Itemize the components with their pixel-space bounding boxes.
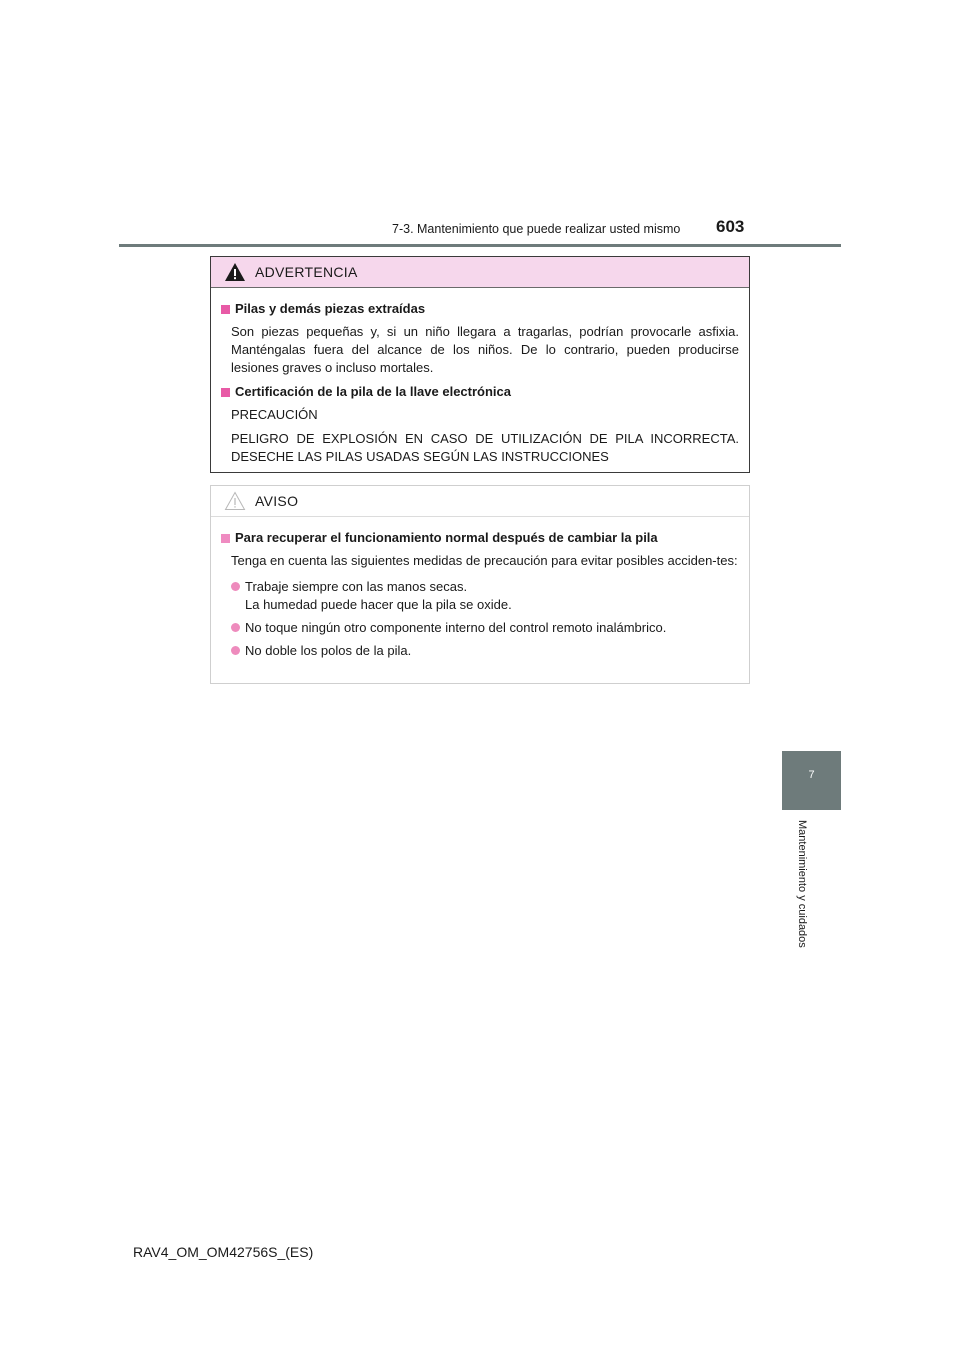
notice-item-intro: Tenga en cuenta las siguientes medidas de precaución para evitar posibles acciden-tes:: [231, 553, 738, 568]
list-item: [221, 642, 739, 660]
round-bullet-icon: [231, 623, 240, 632]
caution-outline-triangle-icon: [224, 491, 246, 511]
chapter-label: Mantenimiento y cuidados: [796, 820, 808, 948]
list-item-text: Trabaje siempre con las manos secas.: [245, 579, 468, 594]
square-bullet-icon: [221, 388, 230, 397]
notice-item-heading-text: Para recuperar el funcionamiento normal después de cambiar la pila: [235, 530, 658, 545]
warning-item-paragraph: PRECAUCIÓN: [231, 407, 318, 422]
warning-item-paragraph: PELIGRO DE EXPLOSIÓN EN CASO DE UTILIZACIÓN DE PILA INCORRECTA. DESECHE LAS PILAS USADAS SEGÚN LAS INSTRUCCIONES: [231, 431, 739, 464]
square-bullet-icon: [221, 534, 230, 543]
notice-item-heading: [221, 529, 739, 547]
document-id: RAV4_OM_OM42756S_(ES): [133, 1244, 314, 1260]
warning-item-heading-text: Certificación de la pila de la llave electrónica: [235, 384, 512, 399]
list-item: [221, 578, 739, 614]
warning-box: [210, 256, 750, 473]
notice-box: [210, 485, 750, 684]
round-bullet-icon: [231, 582, 240, 591]
warning-item-paragraph: Son piezas pequeñas y, si un niño llegara a tragarlas, podrían provocarle asfixia. Manténgalas fuera del alcance de los niños. De lo contrario, pueden producirse lesiones graves o incluso mortales.: [231, 324, 739, 375]
warning-item-heading-text: Pilas y demás piezas extraídas: [235, 301, 426, 316]
warning-box-title: ADVERTENCIA: [255, 264, 358, 280]
warning-item-heading: [221, 383, 739, 401]
page-number: 603: [716, 217, 745, 236]
chapter-tab: [782, 751, 841, 810]
warning-item-heading: [221, 300, 739, 318]
warning-box-header: [211, 257, 749, 288]
list-item-text: La humedad puede hacer que la pila se oxide.: [245, 597, 512, 612]
notice-box-title: AVISO: [255, 493, 299, 509]
section-title: 7-3. Mantenimiento que puede realizar usted mismo: [392, 222, 681, 236]
list-item-text: No toque ningún otro componente interno del control remoto inalámbrico.: [245, 620, 667, 635]
list-item: [221, 619, 739, 637]
list-item-text: No doble los polos de la pila.: [245, 643, 412, 658]
warning-triangle-icon: [224, 262, 246, 282]
notice-box-body: [211, 517, 749, 660]
round-bullet-icon: [231, 646, 240, 655]
square-bullet-icon: [221, 305, 230, 314]
chapter-number: 7: [808, 769, 815, 781]
warning-box-body: [211, 288, 749, 466]
notice-box-header: [211, 486, 749, 517]
header-rule: [119, 244, 841, 247]
